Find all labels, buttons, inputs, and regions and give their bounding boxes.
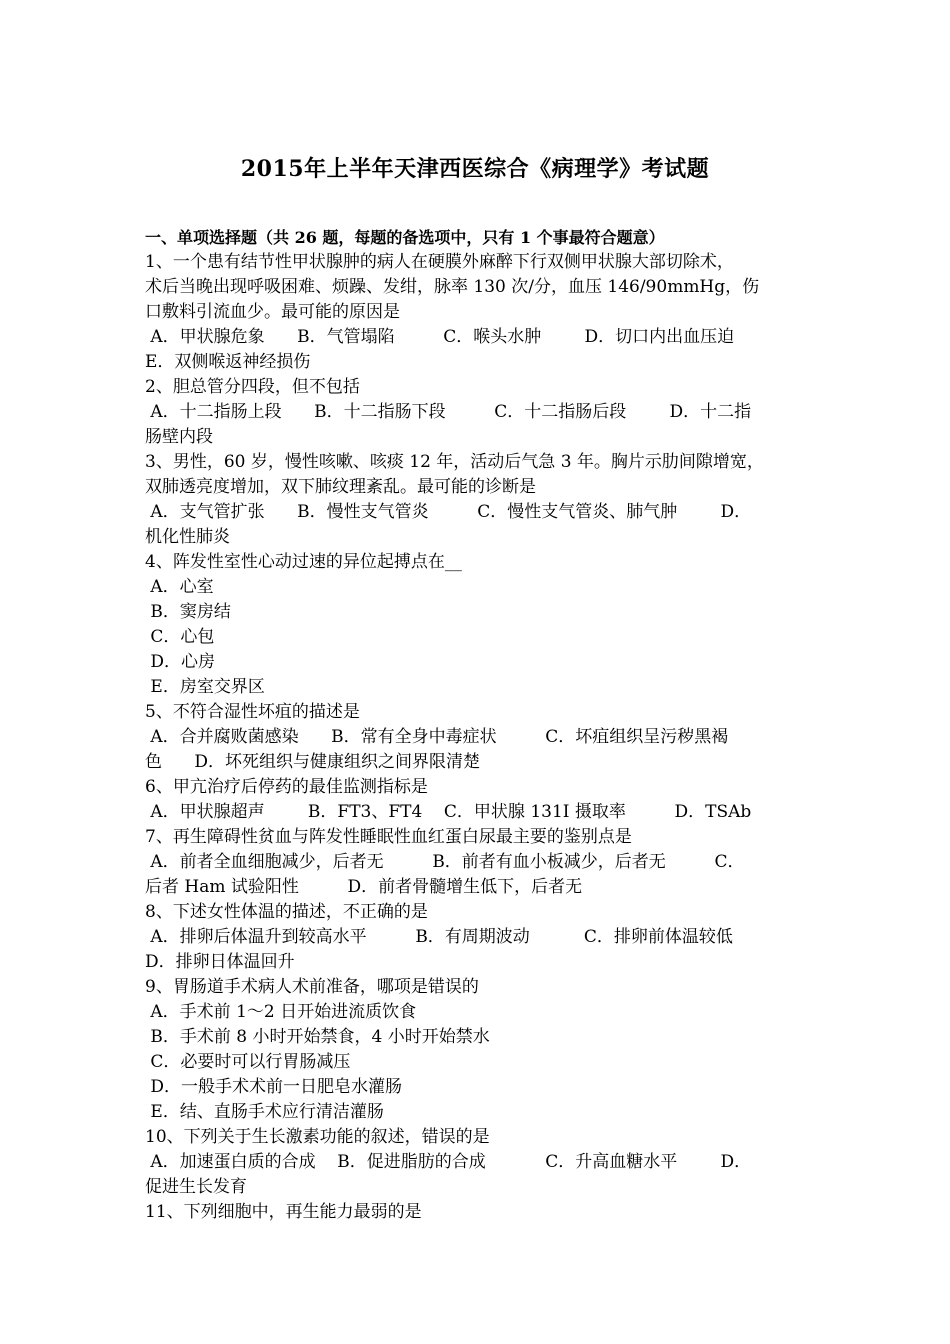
text-line: D．一般手术术前一日肥皂水灌肠: [145, 1077, 403, 1097]
text-line: A．甲状腺危象 B．气管塌陷 C．喉头水肿 D．切口内出血压迫: [145, 327, 735, 347]
question-lines: [145, 250, 815, 1225]
text-line: C．必要时可以行胃肠减压: [145, 1052, 351, 1072]
text-line: A．十二指肠上段 B．十二指肠下段 C．十二指肠后段 D．十二指: [145, 402, 752, 422]
text-line: 促进生长发育: [145, 1177, 247, 1197]
text-line: 3、男性，60 岁，慢性咳嗽、咳痰 12 年，活动后气急 3 年。胸片示肋间隙增宽，: [145, 452, 764, 472]
text-line: 4、阵发性室性心动过速的异位起搏点在__: [145, 552, 462, 572]
text-line: D．排卵日体温回升: [145, 952, 295, 972]
text-line: 机化性肺炎: [145, 527, 230, 547]
page-title: 2015年上半年天津西医综合《病理学》考试题: [240, 156, 710, 182]
text-line: 1、一个患有结节性甲状腺肿的病人在硬膜外麻醉下行双侧甲状腺大部切除术，: [145, 252, 734, 272]
text-line: E．双侧喉返神经损伤: [145, 352, 311, 372]
text-line: 8、下述女性体温的描述，不正确的是: [145, 902, 428, 922]
text-line: A．支气管扩张 B．慢性支气管炎 C．慢性支气管炎、肺气肿 D．: [145, 502, 752, 522]
text-line: 肠壁内段: [145, 427, 213, 447]
text-line: 双肺透亮度增加，双下肺纹理紊乱。最可能的诊断是: [145, 477, 536, 497]
text-line: 2、胆总管分四段，但不包括: [145, 377, 360, 397]
text-line: E．结、直肠手术应行清洁灌肠: [145, 1102, 384, 1122]
text-line: A．合并腐败菌感染 B．常有全身中毒症状 C．坏疽组织呈污秽黑褐: [145, 727, 729, 747]
text-line: 色 D．坏死组织与健康组织之间界限清楚: [145, 752, 481, 772]
text-line: A．手术前 1～2 日开始进流质饮食: [145, 1002, 417, 1022]
text-line: 5、不符合湿性坏疽的描述是: [145, 702, 360, 722]
text-line: 术后当晚出现呼吸困难、烦躁、发绀，脉率 130 次/分，血压 146/90mmHg，伤: [145, 277, 760, 297]
text-line: B．手术前 8 小时开始禁食，4 小时开始禁水: [145, 1027, 490, 1047]
text-line: 口敷料引流血少。最可能的原因是: [145, 302, 400, 322]
text-line: E．房室交界区: [145, 677, 265, 697]
text-line: D．心房: [145, 652, 216, 672]
section-heading: 一、单项选择题（共 26 题，每题的备选项中，只有 1 个事最符合题意）: [145, 228, 665, 247]
text-line: 6、甲亢治疗后停药的最佳监测指标是: [145, 777, 428, 797]
text-line: 11、下列细胞中，再生能力最弱的是: [145, 1202, 422, 1222]
text-line: A．心室: [145, 577, 214, 597]
text-line: 9、胃肠道手术病人术前准备，哪项是错误的: [145, 977, 479, 997]
text-line: A．加速蛋白质的合成 B．促进脂肪的合成 C．升高血糖水平 D．: [145, 1152, 752, 1172]
text-line: A．前者全血细胞减少，后者无 B．前者有血小板减少，后者无 C．: [145, 852, 745, 872]
question-body: [145, 225, 815, 1225]
text-line: 7、再生障碍性贫血与阵发性睡眠性血红蛋白尿最主要的鉴别点是: [145, 827, 632, 847]
text-line: A．排卵后体温升到较高水平 B．有周期波动 C．排卵前体温较低: [145, 927, 733, 947]
text-line: A．甲状腺超声 B．FT3、FT4 C．甲状腺 131I 摄取率 D．TSAb: [145, 802, 752, 822]
text-line: 后者 Ham 试验阳性 D．前者骨髓增生低下，后者无: [145, 877, 583, 897]
text-line: 10、下列关于生长激素功能的叙述，错误的是: [145, 1127, 490, 1147]
text-line: C．心包: [145, 627, 215, 647]
text-line: B．窦房结: [145, 602, 231, 622]
